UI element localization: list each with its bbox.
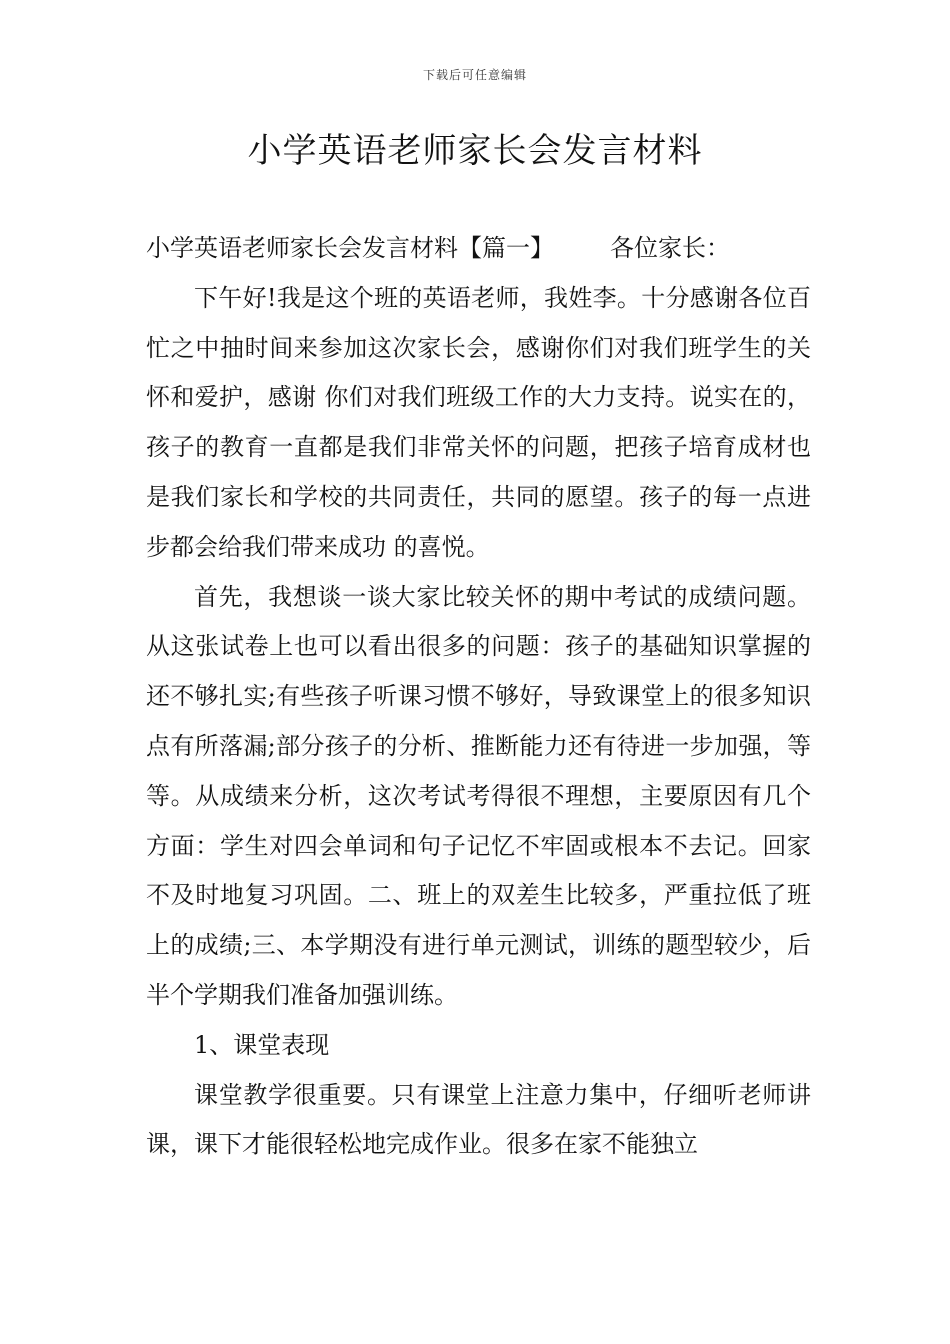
section-heading-classroom: 1、课堂表现 — [194, 1030, 330, 1059]
section-subtitle: 小学英语老师家长会发言材料【篇一】 — [146, 234, 554, 262]
document-body — [146, 224, 811, 1170]
document-title: 小学英语老师家长会发言材料 — [247, 131, 703, 171]
paragraph-intro: 下午好!我是这个班的英语老师，我姓李。十分感谢各位百忙之中抽时间来参加这次家长会，感谢你们对我们班学生的关怀和爱护，感谢 你们对我们班级工作的大力支持。说实在的，孩子的教育一直都是我们非常关怀的问题，把孩子培育成材也是我们家长和学校的共同责任，共同的愿望。孩子的每一点进步都会给我们带来成功 的喜悦。 — [146, 283, 811, 561]
paragraph-classroom: 课堂教学很重要。只有课堂上注意力集中，仔细听老师讲课，课下才能很轻松地完成作业。很多在家不能独立 — [146, 1080, 811, 1159]
header-note: 下载后可任意编辑 — [422, 68, 527, 82]
subtitle-line — [146, 224, 811, 274]
greeting: 各位家长： — [610, 234, 730, 262]
paragraph-exam-analysis: 首先，我想谈一谈大家比较关怀的期中考试的成绩问题。从这张试卷上也可以看出很多的问题：孩子的基础知识掌握的还不够扎实;有些孩子听课习惯不够好，导致课堂上的很多知识点有所落漏;部分孩子的分析、推断能力还有待进一步加强，等等。从成绩来分析，这次考试考得很不理想，主要原因有几个方面：学生对四会单词和句子记忆不牢固或根本不去记。回家不及时地复习巩固。二、班上的双差生比较多，严重拉低了班上的成绩;三、本学期没有进行单元测试，训练的题型较少，后半个学期我们准备加强训练。 — [146, 582, 811, 1009]
